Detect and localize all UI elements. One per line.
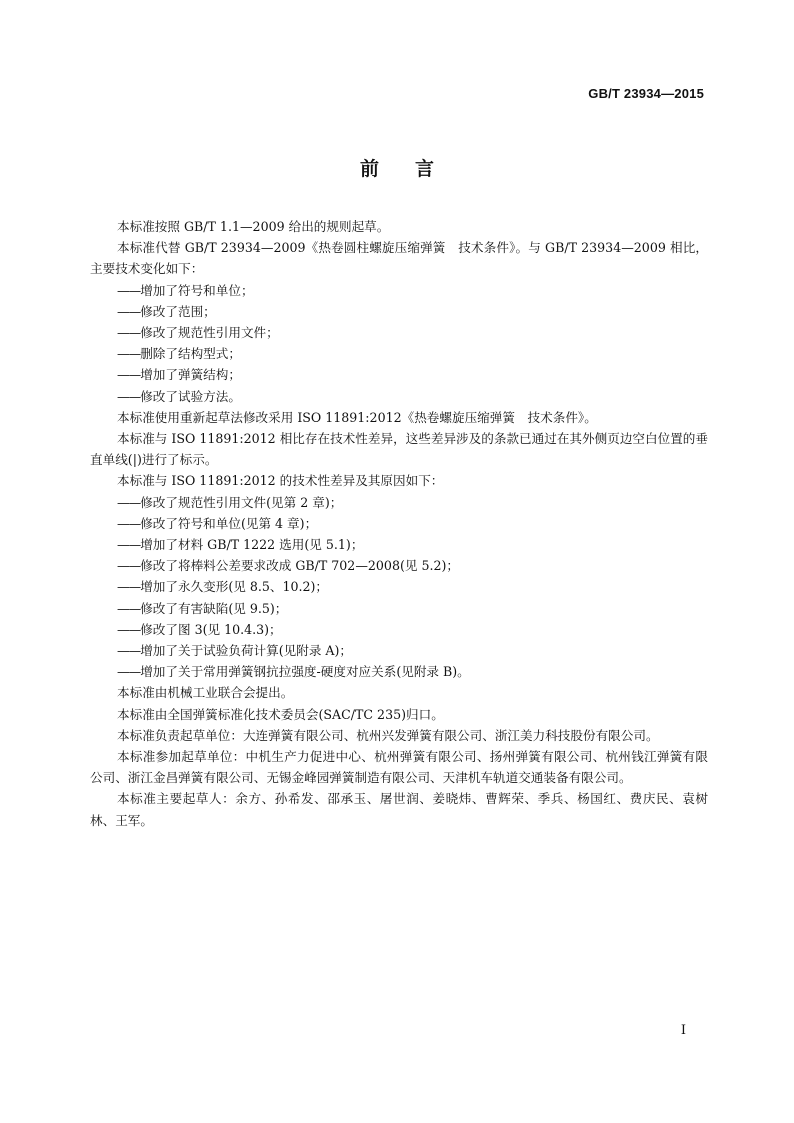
paragraph: 本标准由机械工业联合会提出。 bbox=[117, 685, 294, 701]
list-item-text: 增加了永久变形(见 8.5、10.2)； bbox=[140, 579, 329, 595]
list-item bbox=[90, 513, 708, 534]
list-item bbox=[90, 661, 708, 682]
dash-mark: —— bbox=[117, 388, 141, 404]
dash-mark: —— bbox=[117, 367, 141, 383]
paragraph: 本标准使用重新起草法修改采用 ISO 11891:2012《热卷螺旋压缩弹簧 技术条件》。 bbox=[117, 409, 597, 425]
page-number: I bbox=[680, 1023, 686, 1038]
standard-code: GB/T 23934—2015 bbox=[588, 86, 704, 101]
list-item-text: 增加了弹簧结构； bbox=[140, 367, 241, 383]
list-item bbox=[90, 576, 708, 597]
list-item-text: 修改了符号和单位(见第 4 章)； bbox=[140, 515, 318, 531]
list-item bbox=[90, 343, 708, 364]
dash-mark: —— bbox=[117, 494, 141, 510]
paragraph: 本标准由全国弹簧标准化技术委员会(SAC/TC 235)归口。 bbox=[117, 706, 444, 722]
dash-mark: —— bbox=[117, 579, 141, 595]
list-item-text: 修改了将棒料公差要求改成 GB/T 702—2008(见 5.2)； bbox=[140, 558, 460, 574]
list-item bbox=[90, 598, 708, 619]
differences-list bbox=[90, 492, 708, 683]
dash-mark: —— bbox=[117, 346, 141, 362]
list-item-text: 修改了有害缺陷(见 9.5)； bbox=[140, 600, 288, 616]
list-item bbox=[90, 640, 708, 661]
list-item bbox=[90, 492, 708, 513]
dash-mark: —— bbox=[117, 515, 141, 531]
paragraph: 本标准主要起草人：余方、孙希发、邵承玉、屠世润、姜晓炜、曹辉荣、季兵、杨国红、费庆民、袁树林、王军。 bbox=[90, 791, 708, 828]
list-item bbox=[90, 280, 708, 301]
list-item bbox=[90, 555, 708, 576]
page-title: 前言 bbox=[359, 158, 470, 180]
dash-mark: —— bbox=[117, 621, 141, 637]
paragraph: 本标准代替 GB/T 23934—2009《热卷圆柱螺旋压缩弹簧 技术条件》。与 GB/T 23934—2009 相比，主要技术变化如下： bbox=[90, 240, 708, 277]
list-item bbox=[90, 322, 708, 343]
list-item-text: 修改了规范性引用文件(见第 2 章)； bbox=[140, 494, 343, 510]
list-item-text: 增加了关于常用弹簧钢抗拉强度-硬度对应关系(见附录 B)。 bbox=[140, 664, 470, 680]
document-body bbox=[90, 216, 708, 831]
paragraph: 本标准与 ISO 11891:2012 的技术性差异及其原因如下： bbox=[117, 473, 444, 489]
paragraph: 本标准按照 GB/T 1.1—2009 给出的规则起草。 bbox=[117, 219, 390, 234]
list-item bbox=[90, 386, 708, 407]
list-item bbox=[90, 364, 708, 385]
paragraph: 本标准参加起草单位：中机生产力促进中心、杭州弹簧有限公司、扬州弹簧有限公司、杭州钱江弹簧有限公司、浙江金昌弹簧有限公司、无锡金峰园弹簧制造有限公司、天津机车轨道交通装备有限公司。 bbox=[90, 749, 708, 786]
dash-mark: —— bbox=[117, 282, 141, 298]
list-item-text: 修改了范围； bbox=[140, 303, 216, 319]
list-item-text: 增加了符号和单位； bbox=[140, 282, 254, 298]
list-item-text: 修改了图 3(见 10.4.3)； bbox=[140, 621, 282, 637]
dash-mark: —— bbox=[117, 558, 141, 574]
paragraph: 本标准负责起草单位：大连弹簧有限公司、杭州兴发弹簧有限公司、浙江美力科技股份有限公司。 bbox=[117, 727, 659, 743]
list-item bbox=[90, 619, 708, 640]
dash-mark: —— bbox=[117, 664, 141, 680]
changes-list bbox=[90, 280, 708, 407]
list-item bbox=[90, 534, 708, 555]
list-item-text: 删除了结构型式； bbox=[140, 346, 241, 362]
list-item bbox=[90, 301, 708, 322]
list-item-text: 修改了规范性引用文件； bbox=[140, 325, 279, 341]
dash-mark: —— bbox=[117, 600, 141, 616]
dash-mark: —— bbox=[117, 325, 141, 341]
dash-mark: —— bbox=[117, 537, 141, 553]
list-item-text: 增加了关于试验负荷计算(见附录 A)； bbox=[140, 643, 353, 659]
dash-mark: —— bbox=[117, 303, 141, 319]
list-item-text: 修改了试验方法。 bbox=[140, 388, 241, 404]
dash-mark: —— bbox=[117, 643, 141, 659]
list-item-text: 增加了材料 GB/T 1222 选用(见 5.1)； bbox=[140, 537, 364, 553]
paragraph: 本标准与 ISO 11891:2012 相比存在技术性差异，这些差异涉及的条款已通过在其外侧页边空白位置的垂直单线(|)进行了标示。 bbox=[90, 431, 708, 468]
